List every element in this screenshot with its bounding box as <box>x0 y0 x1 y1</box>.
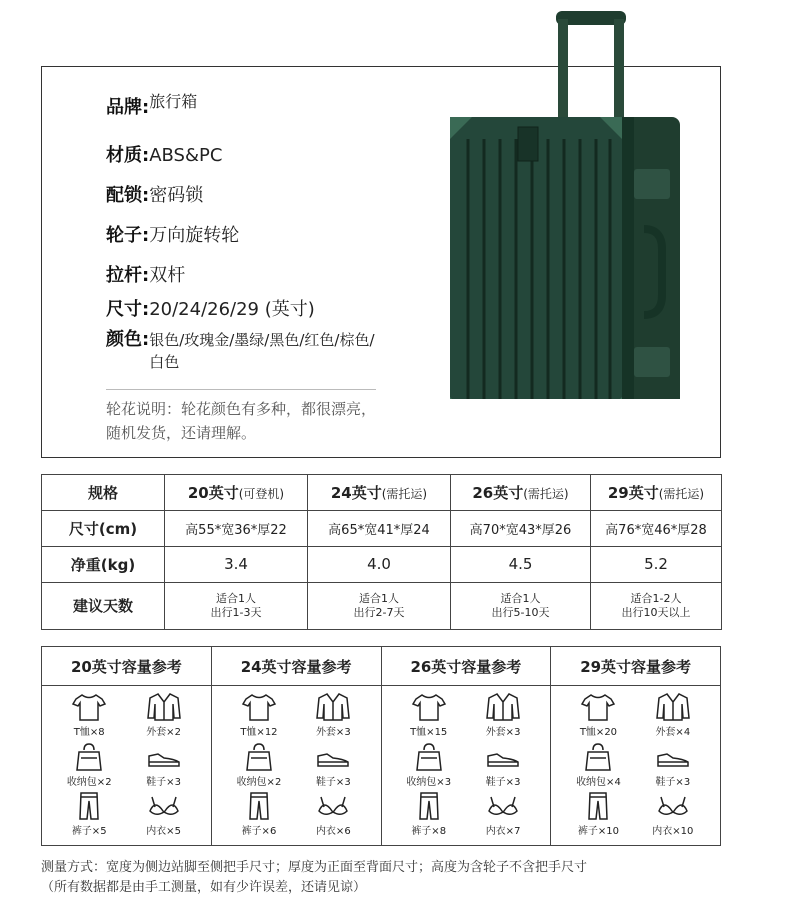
suitcase-image <box>438 9 688 399</box>
bra-icon <box>146 791 182 821</box>
spec-material-label: 材质: <box>106 145 150 166</box>
capacity-item-bag <box>222 742 296 792</box>
bra-icon <box>655 791 691 821</box>
table-row <box>42 475 722 511</box>
capacity-item-shoes <box>466 742 540 792</box>
capacity-item-shoes <box>126 742 200 792</box>
capacity-item-shoes <box>296 742 370 792</box>
days-people: 适合1-2人 <box>630 591 682 605</box>
spec-handle <box>106 261 185 287</box>
table-cell-dims: 高70*宽43*厚26 <box>451 510 591 546</box>
table-cell-dims: 高65*宽41*厚24 <box>308 510 451 546</box>
capacity-col-26 <box>382 647 552 845</box>
days-people: 适合1人 <box>500 591 541 605</box>
spec-lock-label: 配锁: <box>106 185 150 206</box>
shoe-icon <box>315 742 351 772</box>
divider <box>106 389 376 390</box>
capacity-count: 内衣×7 <box>485 826 521 838</box>
capacity-count: 鞋子×3 <box>146 776 181 788</box>
row-label-dims: 尺寸(cm) <box>42 510 165 546</box>
table-header-29 <box>591 475 722 511</box>
capacity-count: T恤×8 <box>73 727 105 738</box>
capacity-item-jacket <box>126 692 200 742</box>
measurement-note <box>41 858 741 898</box>
table-header-26 <box>451 475 591 511</box>
capacity-title: 26英寸容量参考 <box>382 647 551 686</box>
spec-color <box>106 329 379 373</box>
capacity-col-24 <box>212 647 382 845</box>
capacity-item-jacket <box>296 692 370 742</box>
pants-icon <box>580 791 616 821</box>
model-tag: (可登机) <box>238 486 285 501</box>
shoe-icon <box>655 742 691 772</box>
bra-icon <box>315 791 351 821</box>
capacity-title: 29英寸容量参考 <box>551 647 720 686</box>
days-range: 出行10天以上 <box>621 605 691 619</box>
capacity-count: 内衣×5 <box>146 826 181 838</box>
capacity-count: 裤子×6 <box>241 826 277 838</box>
capacity-item-bag <box>561 742 635 792</box>
spec-size-label: 尺寸: <box>106 299 150 320</box>
table-cell-weight: 4.0 <box>308 546 451 582</box>
model-tag: (需托运) <box>523 486 569 501</box>
tshirt-icon <box>241 692 277 722</box>
table-cell-weight: 4.5 <box>451 546 591 582</box>
capacity-item-bag <box>392 742 466 792</box>
table-header-24 <box>308 475 451 511</box>
capacity-count: 收纳包×3 <box>406 776 452 788</box>
capacity-grid <box>382 686 551 845</box>
spec-material-value: ABS&PC <box>149 145 223 166</box>
shoe-icon <box>146 742 182 772</box>
days-range: 出行1-3天 <box>210 605 262 619</box>
capacity-col-29 <box>551 647 720 845</box>
capacity-title: 24英寸容量参考 <box>212 647 381 686</box>
capacity-item-tshirt <box>222 692 296 742</box>
bag-icon <box>71 742 107 772</box>
model-size: 24英寸 <box>330 483 382 502</box>
jacket-icon <box>315 692 351 722</box>
table-header-spec: 规格 <box>42 475 165 511</box>
capacity-count: 裤子×10 <box>577 826 619 838</box>
pants-icon <box>411 791 447 821</box>
tshirt-icon <box>411 692 447 722</box>
jacket-icon <box>485 692 521 722</box>
model-size: 29英寸 <box>607 483 659 502</box>
tshirt-icon <box>580 692 616 722</box>
capacity-item-tshirt <box>52 692 126 742</box>
spec-wheels-label: 轮子: <box>106 225 150 246</box>
table-cell-days <box>591 582 722 629</box>
spec-lock <box>106 181 203 207</box>
table-row <box>42 510 722 546</box>
table-cell-dims: 高76*宽46*厚28 <box>591 510 722 546</box>
capacity-count: 收纳包×2 <box>66 776 112 788</box>
capacity-item-jacket <box>466 692 540 742</box>
model-tag: (需托运) <box>381 486 428 501</box>
spec-handle-label: 拉杆: <box>106 265 150 286</box>
pants-icon <box>241 791 277 821</box>
row-label-days: 建议天数 <box>42 582 165 629</box>
shoe-icon <box>485 742 521 772</box>
bag-icon <box>411 742 447 772</box>
capacity-count: 鞋子×3 <box>655 776 691 788</box>
capacity-count: T恤×20 <box>579 727 618 738</box>
jacket-icon <box>655 692 691 722</box>
spec-brand-value: 旅行箱 <box>149 92 198 111</box>
capacity-count: 外套×3 <box>485 727 521 738</box>
spec-size <box>106 295 315 321</box>
capacity-count: 外套×2 <box>146 727 181 738</box>
capacity-grid <box>212 686 381 845</box>
spec-table <box>41 474 722 630</box>
measurement-disclaimer: （所有数据都是由手工测量，如有少许误差，还请见谅） <box>41 880 367 895</box>
capacity-item-underwear <box>636 791 710 841</box>
spec-handle-value: 双杆 <box>149 265 186 286</box>
capacity-count: T恤×12 <box>240 727 278 738</box>
capacity-count: 鞋子×3 <box>485 776 521 788</box>
tshirt-icon <box>71 692 107 722</box>
spec-brand <box>106 93 197 119</box>
bra-icon <box>485 791 521 821</box>
days-range: 出行5-10天 <box>491 605 550 619</box>
table-cell-dims: 高55*宽36*厚22 <box>165 510 308 546</box>
capacity-item-tshirt <box>392 692 466 742</box>
days-range: 出行2-7天 <box>353 605 405 619</box>
days-people: 适合1人 <box>216 591 256 605</box>
days-people: 适合1人 <box>359 591 399 605</box>
spec-lock-value: 密码锁 <box>149 185 204 206</box>
capacity-count: 外套×3 <box>315 727 351 738</box>
row-label-weight: 净重(kg) <box>42 546 165 582</box>
capacity-item-underwear <box>466 791 540 841</box>
spec-size-value: 20/24/26/29 (英寸) <box>149 299 315 320</box>
capacity-item-jacket <box>636 692 710 742</box>
capacity-count: 裤子×8 <box>411 826 447 838</box>
model-tag: (需托运) <box>658 486 705 501</box>
capacity-item-underwear <box>296 791 370 841</box>
capacity-item-pants <box>52 791 126 841</box>
spec-wheels <box>106 221 239 247</box>
table-header-20 <box>165 475 308 511</box>
table-cell-days <box>451 582 591 629</box>
capacity-count: T恤×15 <box>410 727 448 738</box>
capacity-title: 20英寸容量参考 <box>42 647 211 686</box>
capacity-count: 内衣×6 <box>315 826 351 838</box>
bag-icon <box>241 742 277 772</box>
capacity-count: 收纳包×4 <box>576 776 621 788</box>
table-row <box>42 546 722 582</box>
capacity-grid <box>42 686 211 845</box>
jacket-icon <box>146 692 182 722</box>
spec-material <box>106 141 222 167</box>
bag-icon <box>580 742 616 772</box>
pants-icon <box>71 791 107 821</box>
capacity-count: 外套×4 <box>655 727 691 738</box>
capacity-count: 收纳包×2 <box>236 776 282 788</box>
table-row <box>42 582 722 629</box>
capacity-item-pants <box>392 791 466 841</box>
capacity-count: 鞋子×3 <box>315 776 351 788</box>
table-cell-days <box>308 582 451 629</box>
model-size: 20英寸 <box>187 483 239 502</box>
spec-brand-label: 品牌: <box>106 97 150 118</box>
table-cell-days <box>165 582 308 629</box>
table-cell-weight: 3.4 <box>165 546 308 582</box>
capacity-item-shoes <box>636 742 710 792</box>
spec-color-label: 颜色: <box>106 329 150 350</box>
wheel-note: 轮花说明：轮花颜色有多种，都很漂亮，随机发货，还请理解。 <box>106 400 377 442</box>
measurement-method: 测量方式：宽度为侧边站脚至侧把手尺寸；厚度为正面至背面尺寸；高度为含轮子不含把手尺寸 <box>41 860 588 875</box>
spec-color-value: 银色/玫瑰金/墨绿/黑色/红色/棕色/白色 <box>149 331 375 371</box>
capacity-section <box>41 646 721 846</box>
capacity-grid <box>551 686 720 845</box>
capacity-item-bag <box>52 742 126 792</box>
capacity-item-tshirt <box>561 692 635 742</box>
capacity-item-pants <box>561 791 635 841</box>
capacity-count: 裤子×5 <box>71 826 107 838</box>
capacity-item-pants <box>222 791 296 841</box>
table-cell-weight: 5.2 <box>591 546 722 582</box>
capacity-count: 内衣×10 <box>652 826 694 838</box>
capacity-col-20 <box>42 647 212 845</box>
product-info-box <box>41 66 721 458</box>
capacity-item-underwear <box>126 791 200 841</box>
spec-wheels-value: 万向旋转轮 <box>149 225 240 246</box>
model-size: 26英寸 <box>472 483 524 502</box>
